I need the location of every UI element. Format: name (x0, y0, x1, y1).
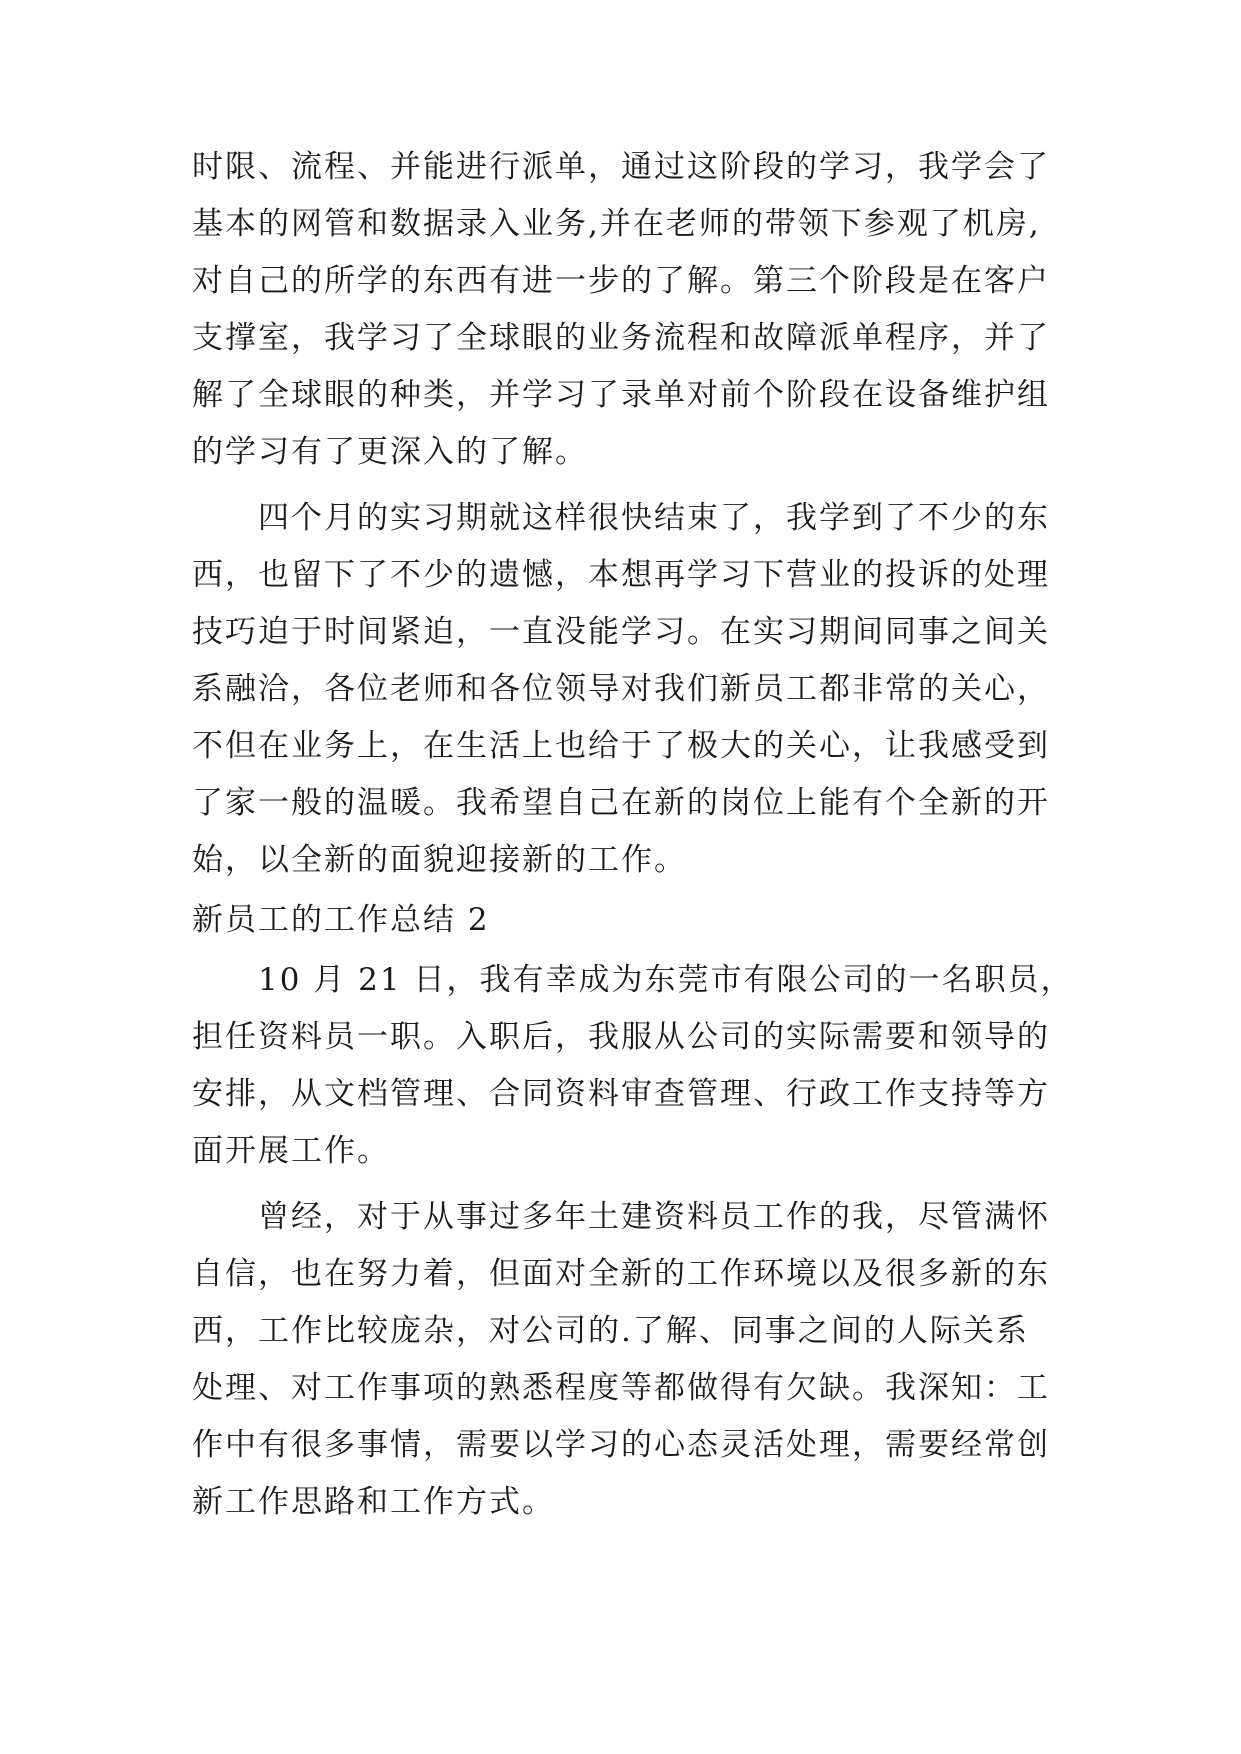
text-line-12: 了家一般的温暖。我希望自己在新的岗位上能有个全新的开 (192, 785, 1050, 821)
text-line-16: 担任资料员一职。入职后，我服从公司的实际需要和领导的 (192, 1019, 1050, 1055)
text-line-4: 支撑室，我学习了全球眼的业务流程和故障派单程序，并了 (192, 320, 1050, 356)
text-line-5: 解了全球眼的种类，并学习了录单对前个阶段在设备维护组 (192, 377, 1050, 413)
text-line-21: 西，工作比较庞杂，对公司的.了解、同事之间的人际关系 (192, 1313, 1029, 1349)
text-line-11: 不但在业务上，在生活上也给于了极大的关心，让我感受到 (192, 728, 1050, 764)
text-line-22: 处理、对工作事项的熟悉程度等都做得有欠缺。我深知：工 (192, 1370, 1050, 1406)
text-line-9: 技巧迫于时间紧迫，一直没能学习。在实习期间同事之间关 (192, 614, 1050, 650)
text-line-3: 对自己的所学的东西有进一步的了解。第三个阶段是在客户 (192, 263, 1050, 299)
text-line-19: 曾经，对于从事过多年土建资料员工作的我，尽管满怀 (258, 1199, 1050, 1235)
text-line-10: 系融洽，各位老师和各位领导对我们新员工都非常的关心， (192, 671, 1050, 707)
text-line-18: 面开展工作。 (192, 1133, 390, 1169)
text-line-2: 基本的网管和数据录入业务,并在老师的带领下参观了机房, (192, 206, 1041, 242)
text-line-7: 四个月的实习期就这样很快结束了，我学到了不少的东 (258, 500, 1050, 536)
text-line-13: 始，以全新的面貌迎接新的工作。 (192, 842, 687, 878)
text-line-24: 新工作思路和工作方式。 (192, 1484, 555, 1520)
text-line-1: 时限、流程、并能进行派单，通过这阶段的学习，我学会了 (192, 149, 1050, 185)
section-heading: 新员工的工作总结 2 (192, 902, 490, 938)
text-line-17: 安排，从文档管理、合同资料审查管理、行政工作支持等方 (192, 1076, 1050, 1112)
text-line-20: 自信，也在努力着，但面对全新的工作环境以及很多新的东 (192, 1256, 1050, 1292)
text-line-6: 的学习有了更深入的了解。 (192, 434, 588, 470)
text-line-15: 10 月 21 日，我有幸成为东莞市有限公司的一名职员， (258, 962, 1074, 998)
text-line-23: 作中有很多事情，需要以学习的心态灵活处理，需要经常创 (192, 1427, 1050, 1463)
text-line-8: 西，也留下了不少的遗憾，本想再学习下营业的投诉的处理 (192, 557, 1050, 593)
